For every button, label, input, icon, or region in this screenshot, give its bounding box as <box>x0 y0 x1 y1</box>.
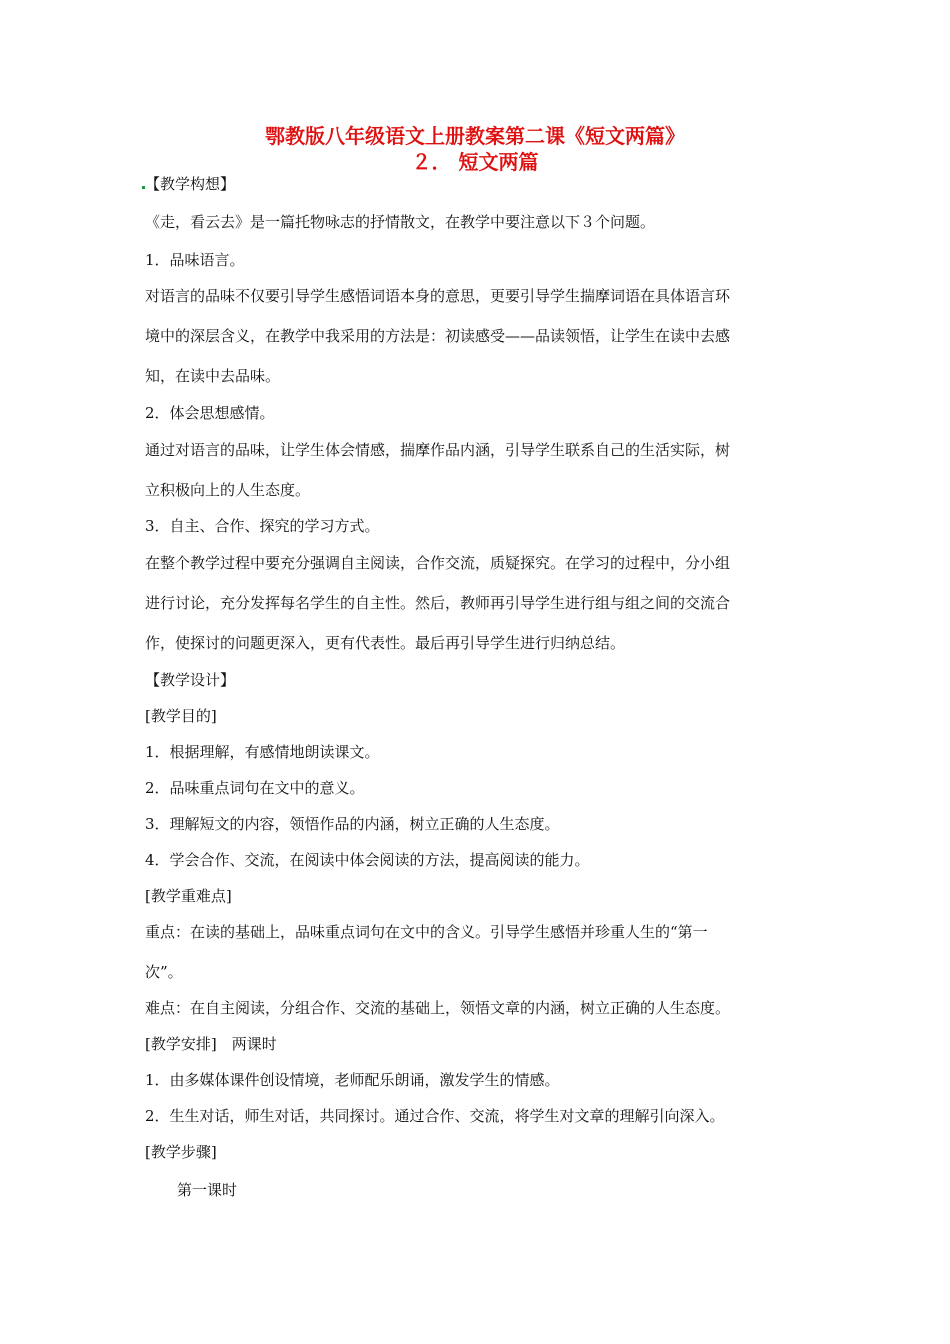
paragraph-line: 进行讨论，充分发挥每名学生的自主性。然后，教师再引导学生进行组与组之间的交流合 <box>145 594 731 612</box>
paragraph-line: 通过对语言的品味，让学生体会情感，揣摩作品内涵，引导学生联系自己的生活实际，树 <box>145 441 731 459</box>
paragraph-line: 知，在读中去品味。 <box>145 367 281 385</box>
section-heading: 【教学设计】 <box>145 671 236 689</box>
document-title: 鄂教版八年级语文上册教案第二课《短文两篇》 <box>265 124 685 148</box>
paragraph-line: 作，使探讨的问题更深入，更有代表性。最后再引导学生进行归纳总结。 <box>145 634 626 652</box>
list-item: 1．根据理解，有感情地朗读课文。 <box>145 743 380 761</box>
list-item: 2．生生对话，师生对话，共同探讨。通过合作、交流，将学生对文章的理解引向深入。 <box>145 1107 725 1125</box>
list-item: 3．自主、合作、探究的学习方式。 <box>145 517 380 535</box>
paragraph-line: 次”。 <box>145 963 183 981</box>
list-item: 1．品味语言。 <box>145 251 245 269</box>
list-item: 2．品味重点词句在文中的意义。 <box>145 779 365 797</box>
paragraph-line: 难点：在自主阅读，分组合作、交流的基础上，领悟文章的内涵，树立正确的人生态度。 <box>145 999 731 1017</box>
list-item: 4．学会合作、交流，在阅读中体会阅读的方法，提高阅读的能力。 <box>145 851 590 869</box>
subsection-heading: [教学安排] 两课时 <box>145 1035 277 1053</box>
document-subtitle: ２． 短文两篇 <box>411 150 539 174</box>
paragraph-line: 《走，看云去》是一篇托物咏志的抒情散文，在教学中要注意以下３个问题。 <box>145 213 656 231</box>
paragraph-line: 重点：在读的基础上，品味重点词句在文中的含义。引导学生感悟并珍重人生的“第一 <box>145 923 708 941</box>
paragraph-line: 在整个教学过程中要充分强调自主阅读，合作交流，质疑探究。在学习的过程中，分小组 <box>145 554 731 572</box>
list-item: 1．由多媒体课件创设情境，老师配乐朗诵，激发学生的情感。 <box>145 1071 560 1089</box>
subsection-heading: [教学重难点] <box>145 887 232 905</box>
paragraph-line: 境中的深层含义，在教学中我采用的方法是：初读感受——品读领悟，让学生在读中去感 <box>145 327 731 345</box>
lesson-heading: 第一课时 <box>177 1181 238 1199</box>
paragraph-line: 对语言的品味不仅要引导学生感悟词语本身的意思，更要引导学生揣摩词语在具体语言环 <box>145 287 731 305</box>
section-heading: 【教学构想】 <box>145 175 236 193</box>
subsection-heading: [教学步骤] <box>145 1143 217 1161</box>
subsection-heading: [教学目的] <box>145 707 217 725</box>
list-item: 2．体会思想感情。 <box>145 404 275 422</box>
paragraph-line: 立积极向上的人生态度。 <box>145 481 311 499</box>
list-item: 3．理解短文的内容，领悟作品的内涵，树立正确的人生态度。 <box>145 815 560 833</box>
